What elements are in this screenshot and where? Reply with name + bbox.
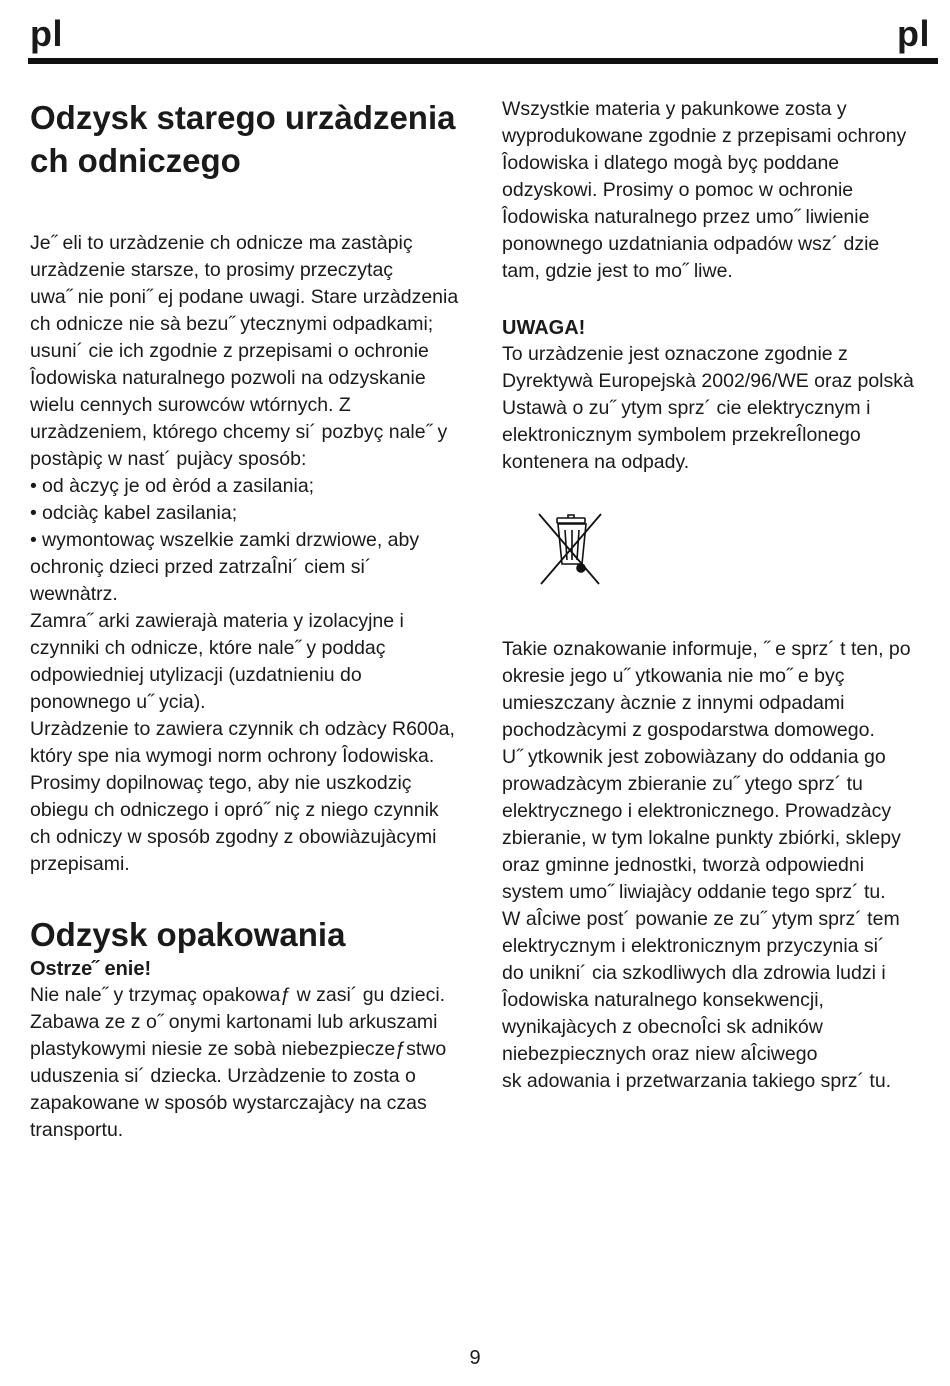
header-rule (28, 58, 938, 64)
section-title-packaging-recycling: Odzysk opakowania (30, 916, 346, 953)
list-item: • od àczyç je od èród a zasilania; (30, 473, 475, 500)
right-column (502, 96, 942, 1095)
crossed-out-wheelie-bin-icon (535, 512, 607, 592)
list-item: • odciàç kabel zasilania; (30, 500, 475, 527)
language-code-right: pl (897, 13, 930, 54)
section-title-appliance-recycling: Odzysk starego urzàdzenia ch odniczego (30, 99, 456, 179)
disposal-instructions-paragraph: Je˝ eli to urzàdzenie ch odnicze ma zastàpiç urzàdzenie starsze, to prosimy przeczytaç uwa˝ nie poni˝ ej podane uwagi. Stare urzàdzenia ch odnicze nie sà bezu˝ ytecznymi odpadkami; usuni´ cie ich zgodnie z przepisami o ochronie Îodowiska naturalnego pozwoli na odzyskanie wielu cennych surowców wtórnych. Z urzàdzeniem, którego chcemy si´ pozbyç nale˝ y postàpiç w nast´ pujàcy sposób: (30, 232, 459, 470)
weee-directive-paragraph: To urzàdzenie jest oznaczone zgodnie z Dyrektywà Europejskà 2002/96/WE oraz polskà Ustawà o zu˝ ytym sprz´ cie elektrycznym i elektronicznym symbolem przekreÎlonego kontenera na odpady. (502, 343, 914, 473)
page-number: 9 (469, 1347, 481, 1369)
list-item: • wymontowaç wszelkie zamki drzwiowe, aby (30, 527, 475, 554)
disposal-information-paragraph: Takie oznakowanie informuje, ˝ e sprz´ t ten, po okresie jego u˝ ytkowania nie mo˝ e byç umieszczany àcznie z innymi odpadami pochodzàcymi z gospodarstwa domowego. U˝ ytkownik jest zobowiàzany do oddania go prowadzàcym zbieranie zu˝ ytego sprz´ tu elektrycznego i elektronicznego. Prowadzàcy zbieranie, w tym lokalne punkty zbiórki, sklepy oraz gminne jednostki, tworzà odpowiedni system umo˝ liwiajàcy oddanie tego sprz´ tu. W aÎciwe post´ powanie ze zu˝ ytym sprz´ tem elektrycznym i elektronicznym przyczynia si´ do unikni´ cia szkodliwych dla zdrowia ludzi i Îodowiska naturalnego konsekwencji, wynikajàcych z obecnoÎci sk adników niebezpiecznych oraz niew aÎciwego sk adowania i przetwarzania takiego sprz´ tu. (502, 638, 911, 1092)
disposal-steps-list: • od àczyç je od èród a zasilania; • odciàç kabel zasilania; • wymontowaç wszelkie zamki drzwiowe, aby ochroniç dzieci przed zatrzaÎni´ ciem si´ wewnàtrz. (30, 473, 475, 608)
left-column (30, 96, 475, 1144)
refrigerant-paragraph: Zamra˝ arki zawierajà materia y izolacyjne i czynniki ch odnicze, które nale˝ y poddaç odpowiedniej utylizacji (uzdatnieniu do ponownego u˝ ycia). Urzàdzenie to zawiera czynnik ch odzàcy R600a, który spe nia wymogi norm ochrony Îodowiska. Prosimy dopilnowaç tego, aby nie uszkodziç obiegu ch odniczego i opró˝ niç z niego czynnik ch odniczy w sposób zgodny z obowiàzujàcymi przepisami. (30, 610, 455, 875)
packaging-materials-paragraph: Wszystkie materia y pakunkowe zosta y wyprodukowane zgodnie z przepisami ochrony Îodowiska i dlatego mogà byç poddane odzyskowi. Prosimy o pomoc w ochronie Îodowiska naturalnego przez umo˝ liwienie ponownego uzdatniania odpadów wsz´ dzie tam, gdzie jest to mo˝ liwe. (502, 98, 907, 282)
warning-subtitle: Ostrze˝ enie! (30, 958, 152, 980)
language-code-left: pl (30, 13, 63, 54)
note-heading: UWAGA! (502, 317, 586, 339)
packaging-warning-paragraph: Nie nale˝ y trzymaç opakowaƒ w zasi´ gu dzieci. Zabawa ze z o˝ onymi kartonami lub arkuszami plastykowymi niesie ze sobà niebezpieczeƒstwo uduszenia si´ dziecka. Urzàdzenie to zosta o zapakowane w sposób wystarczajàcy na czas transportu. (30, 984, 447, 1141)
